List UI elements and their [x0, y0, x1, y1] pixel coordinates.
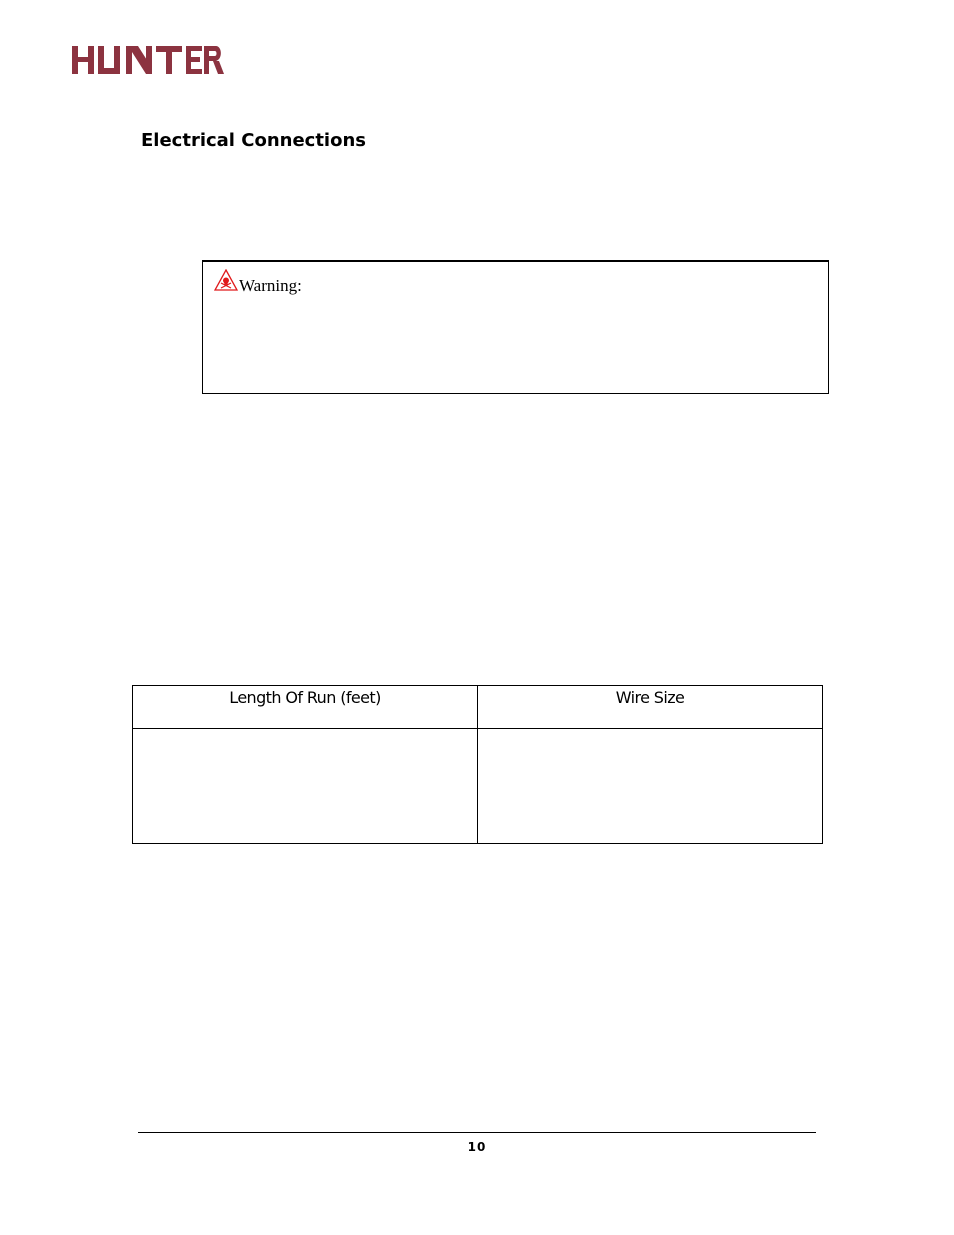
wire-size-table — [132, 685, 823, 844]
warning-label: Warning: — [239, 276, 302, 295]
section-heading: Electrical Connections — [141, 130, 366, 151]
page-number: 10 — [467, 1140, 487, 1154]
column-header-length-of-run: Length Of Run (feet) — [133, 686, 478, 729]
hunter-logo — [70, 44, 224, 76]
footer-divider — [138, 1132, 816, 1133]
table-cell — [478, 729, 823, 844]
warning-box — [202, 260, 829, 394]
column-header-wire-size: Wire Size — [478, 686, 823, 729]
table-cell — [133, 729, 478, 844]
hazard-skull-icon — [214, 269, 238, 291]
table-header-row — [133, 686, 823, 729]
table-row — [133, 729, 823, 844]
